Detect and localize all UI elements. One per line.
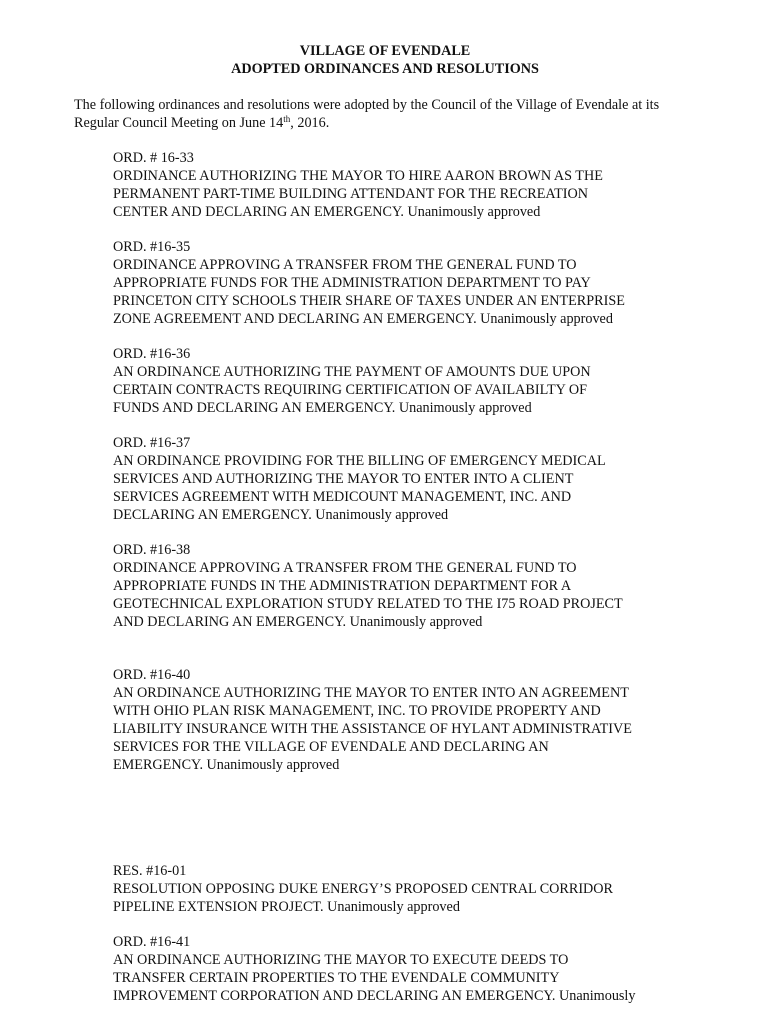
item-text-line: IMPROVEMENT CORPORATION AND DECLARING AN EMERGENCY. Unanimously	[113, 988, 636, 1004]
item-text-line: EMERGENCY. Unanimously approved	[113, 757, 340, 773]
item-number: ORD. #16-38	[113, 542, 191, 558]
item-text-line: CERTAIN CONTRACTS REQUIRING CERTIFICATION OF AVAILABILTY OF	[113, 382, 588, 398]
document-title: VILLAGE OF EVENDALE	[299, 43, 471, 59]
resolution-16-01	[113, 862, 713, 916]
ordinance-16-35	[113, 238, 713, 328]
item-number: ORD. #16-37	[113, 435, 191, 451]
ordinance-16-41	[113, 933, 713, 1005]
item-text-line: APPROPRIATE FUNDS IN THE ADMINISTRATION DEPARTMENT FOR A	[113, 578, 572, 594]
item-text-line: PRINCETON CITY SCHOOLS THEIR SHARE OF TAXES UNDER AN ENTERPRISE	[113, 293, 625, 309]
item-number: ORD. #16-36	[113, 346, 191, 362]
item-number: ORD. #16-41	[113, 934, 191, 950]
item-text-line: ORDINANCE APPROVING A TRANSFER FROM THE GENERAL FUND TO	[113, 257, 577, 273]
ordinance-16-33	[113, 149, 713, 221]
item-text-line: TRANSFER CERTAIN PROPERTIES TO THE EVENDALE COMMUNITY	[113, 970, 560, 986]
item-text-line: ZONE AGREEMENT AND DECLARING AN EMERGENCY. Unanimously approved	[113, 311, 613, 327]
item-text-line: DECLARING AN EMERGENCY. Unanimously approved	[113, 507, 449, 523]
item-text-line: SERVICES AGREEMENT WITH MEDICOUNT MANAGEMENT, INC. AND	[113, 489, 572, 505]
item-text-line: AN ORDINANCE AUTHORIZING THE MAYOR TO ENTER INTO AN AGREEMENT	[113, 685, 629, 701]
item-number: ORD. #16-40	[113, 667, 191, 683]
item-text-line: SERVICES FOR THE VILLAGE OF EVENDALE AND DECLARING AN	[113, 739, 549, 755]
item-text-line: RESOLUTION OPPOSING DUKE ENERGY’S PROPOSED CENTRAL CORRIDOR	[113, 881, 614, 897]
item-text-line: LIABILITY INSURANCE WITH THE ASSISTANCE OF HYLANT ADMINISTRATIVE	[113, 721, 632, 737]
ordinance-16-38	[113, 541, 713, 631]
item-number: ORD. #16-35	[113, 239, 191, 255]
ordinal-suffix: th	[283, 114, 291, 124]
item-text-line: PERMANENT PART-TIME BUILDING ATTENDANT FOR THE RECREATION	[113, 186, 588, 202]
item-text-line: APPROPRIATE FUNDS FOR THE ADMINISTRATION DEPARTMENT TO PAY	[113, 275, 591, 291]
item-text-line: SERVICES AND AUTHORIZING THE MAYOR TO ENTER INTO A CLIENT	[113, 471, 574, 487]
item-text-line: AND DECLARING AN EMERGENCY. Unanimously approved	[113, 614, 483, 630]
intro-line-2-end: , 2016.	[290, 115, 330, 131]
item-text-line: ORDINANCE AUTHORIZING THE MAYOR TO HIRE AARON BROWN AS THE	[113, 168, 603, 184]
item-text-line: CENTER AND DECLARING AN EMERGENCY. Unanimously approved	[113, 204, 541, 220]
intro-paragraph	[74, 96, 714, 132]
item-text-line: WITH OHIO PLAN RISK MANAGEMENT, INC. TO PROVIDE PROPERTY AND	[113, 703, 601, 719]
document-subtitle: ADOPTED ORDINANCES AND RESOLUTIONS	[231, 61, 539, 77]
ordinance-16-37	[113, 434, 713, 524]
ordinance-16-36	[113, 345, 713, 417]
item-text-line: GEOTECHNICAL EXPLORATION STUDY RELATED TO THE I75 ROAD PROJECT	[113, 596, 623, 612]
intro-line-2-start: Regular Council Meeting on June 14	[74, 115, 284, 131]
item-text-line: AN ORDINANCE AUTHORIZING THE MAYOR TO EXECUTE DEEDS TO	[113, 952, 569, 968]
item-text-line: PIPELINE EXTENSION PROJECT. Unanimously approved	[113, 899, 460, 915]
item-number: ORD. # 16-33	[113, 150, 194, 166]
item-text-line: AN ORDINANCE AUTHORIZING THE PAYMENT OF AMOUNTS DUE UPON	[113, 364, 591, 380]
item-text-line: FUNDS AND DECLARING AN EMERGENCY. Unanimously approved	[113, 400, 532, 416]
item-text-line: ORDINANCE APPROVING A TRANSFER FROM THE GENERAL FUND TO	[113, 560, 577, 576]
intro-line-1: The following ordinances and resolutions were adopted by the Council of the Village of Evendale at its	[74, 97, 660, 113]
item-text-line: AN ORDINANCE PROVIDING FOR THE BILLING OF EMERGENCY MEDICAL	[113, 453, 606, 469]
ordinance-16-40	[113, 666, 713, 774]
item-number: RES. #16-01	[113, 863, 187, 879]
